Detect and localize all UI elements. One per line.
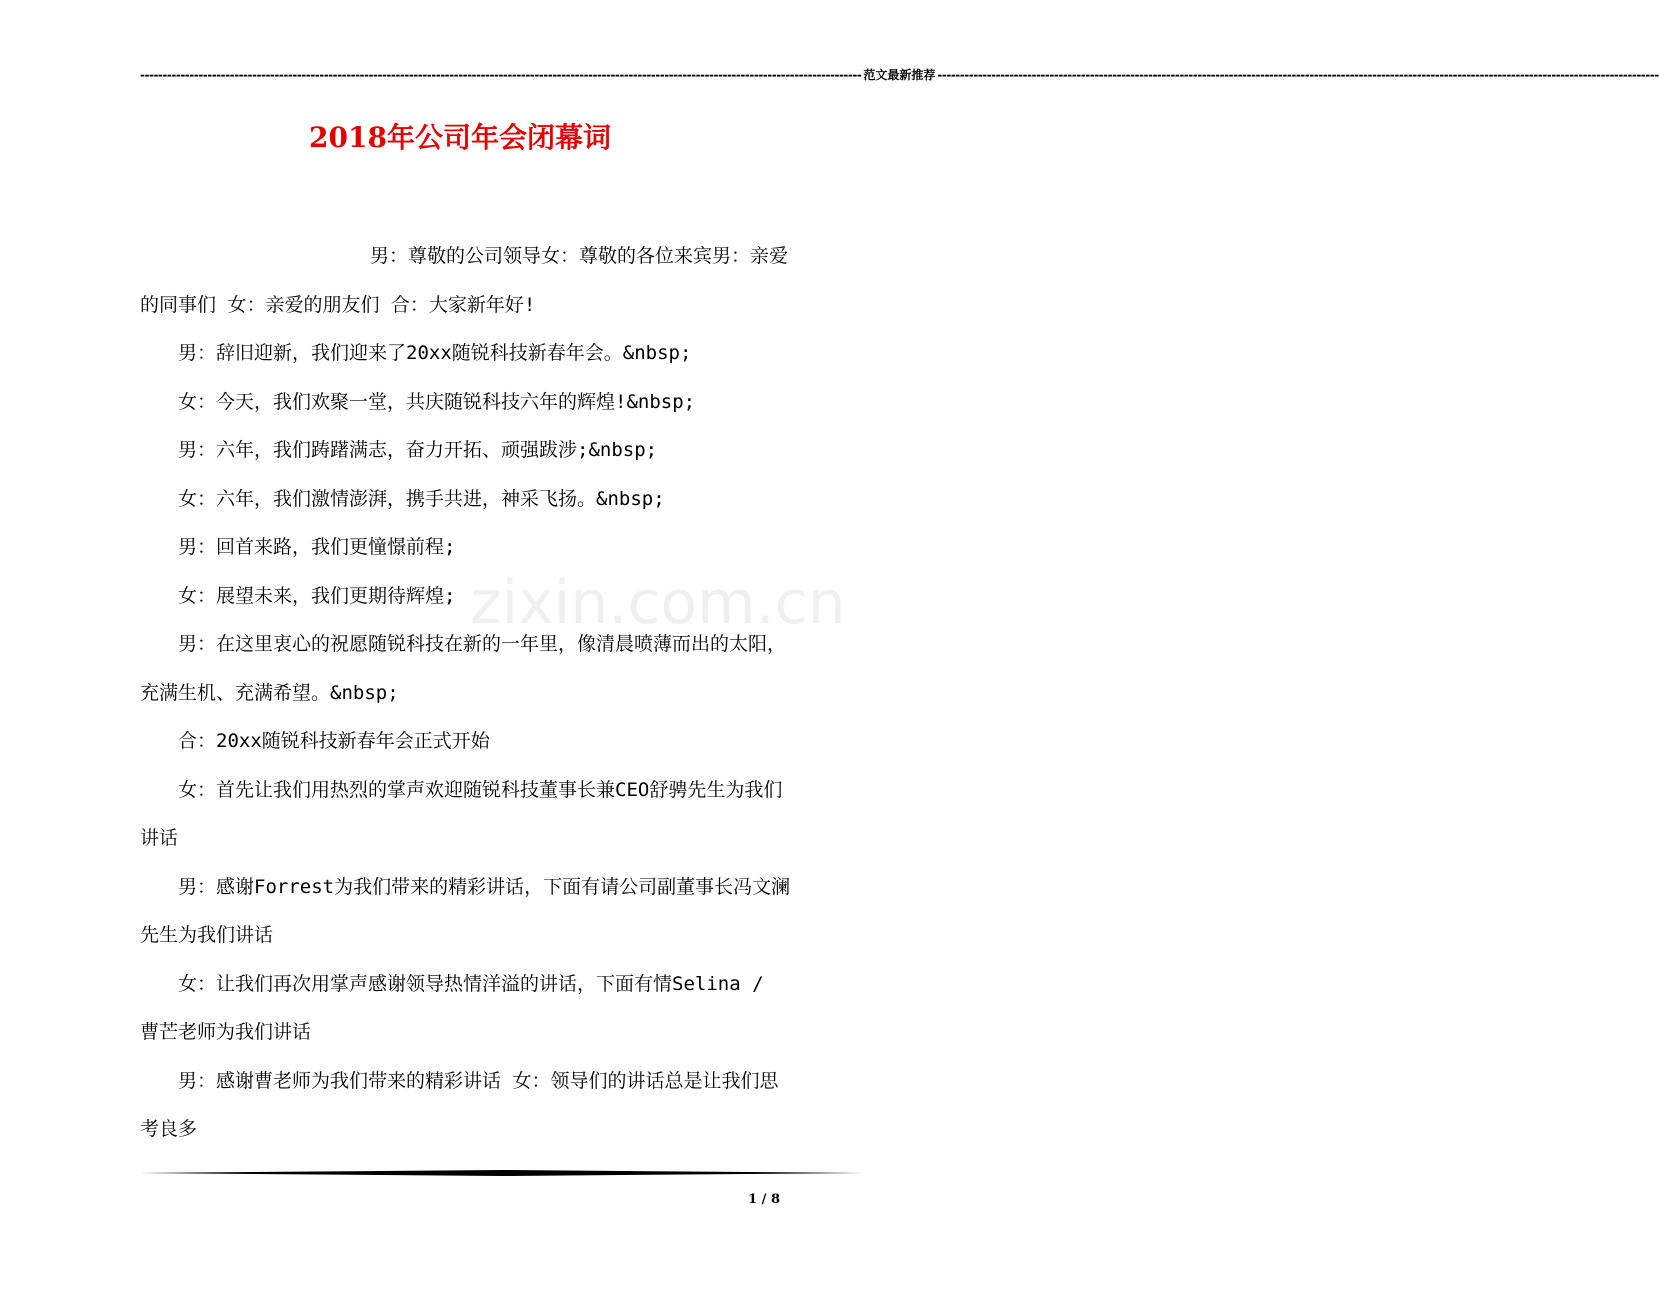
paragraph: 男：感谢Forrest为我们带来的精彩讲话，下面有请公司副董事长冯文澜先生为我们讲话 (140, 875, 791, 946)
page-number: 1 / 8 (748, 1192, 780, 1207)
paragraph: 男：在这里衷心的祝愿随锐科技在新的一年里，像清晨喷薄而出的太阳，充满生机、充满希望。&nbsp; (140, 633, 787, 704)
paragraph: 男：尊敬的公司领导女：尊敬的各位来宾男：亲爱的同事们 女：亲爱的朋友们 合：大家新年好! (140, 245, 789, 316)
footer-divider (140, 1170, 864, 1176)
paragraph: 女：让我们再次用掌声感谢领导热情洋溢的讲话，下面有情Selina / 曹芒老师为我们讲话 (140, 972, 764, 1043)
header-dashes-left: ----------------------------------------------------------------------------------------------------------------------------------------------------------------- (140, 67, 862, 82)
paragraph: 合：20xx随锐科技新春年会正式开始 (178, 730, 490, 752)
header-dashes-right: ----------------------------------------------------------------------------------------------------------------------------------------------------------------- (937, 67, 1659, 82)
paragraph: 男：六年，我们踌躇满志，奋力开拓、顽强跋涉;&nbsp; (178, 439, 658, 461)
paragraph: 女：六年，我们激情澎湃，携手共进，神采飞扬。&nbsp; (178, 487, 665, 510)
paragraph: 男：辞旧迎新，我们迎来了20xx随锐科技新春年会。&nbsp; (178, 342, 692, 364)
paragraph: 女：展望未来，我们更期待辉煌; (178, 584, 456, 607)
document-body (140, 232, 792, 1154)
document-title: 2018年公司年会闭幕词 (309, 121, 611, 154)
page-header (140, 66, 1659, 83)
paragraph: 女：今天，我们欢聚一堂，共庆随锐科技六年的辉煌!&nbsp; (178, 390, 696, 413)
paragraph: 女：首先让我们用热烈的掌声欢迎随锐科技董事长兼CEO舒骋先生为我们讲话 (140, 778, 783, 849)
paragraph: 男：感谢曹老师为我们带来的精彩讲话 女：领导们的讲话总是让我们思考良多 (140, 1069, 779, 1140)
paragraph: 男：回首来路，我们更憧憬前程; (178, 536, 456, 558)
watermark: zixin.com.cn (470, 568, 846, 638)
header-label: 范文最新推荐 (863, 68, 936, 82)
